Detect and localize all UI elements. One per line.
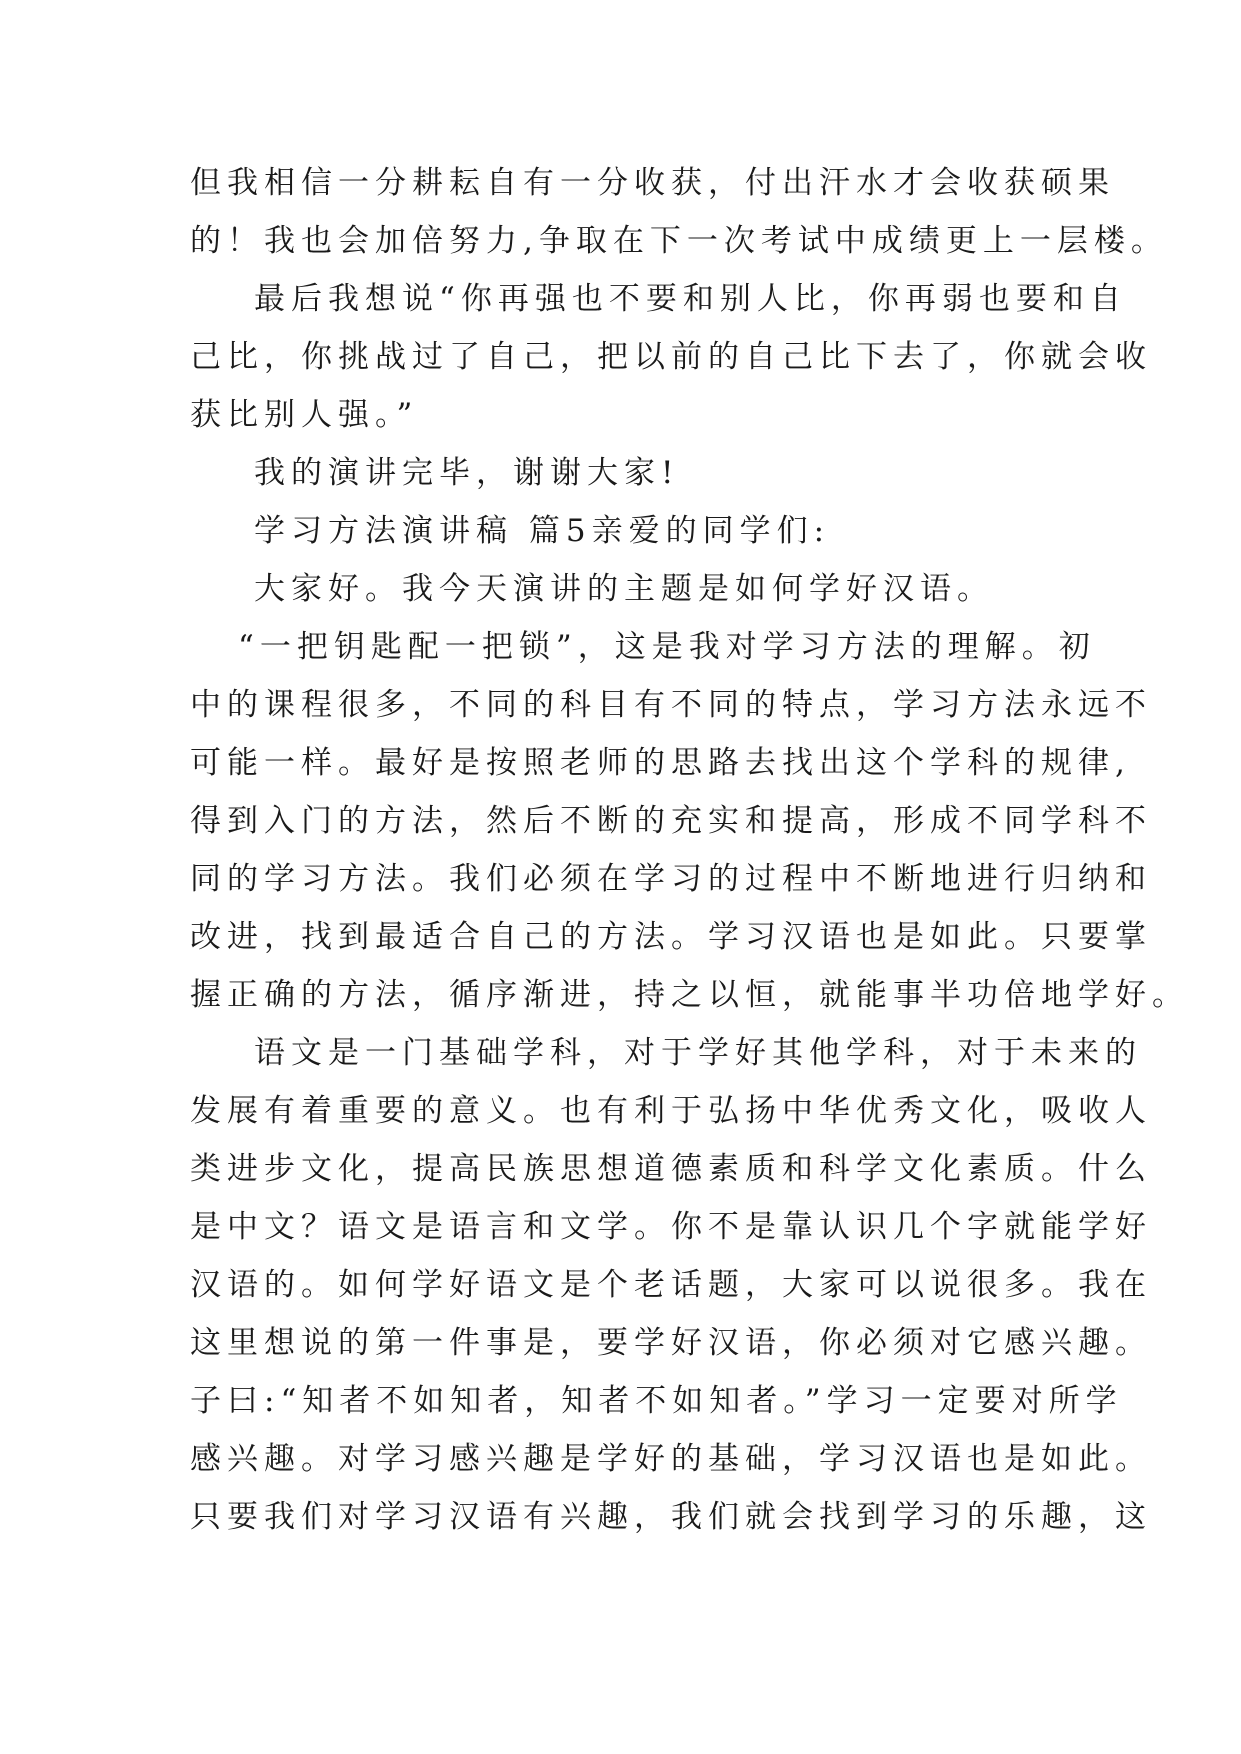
text-line-23: 感兴趣。对学习感兴趣是学好的基础，学习汉语也是如此。 — [190, 1441, 1152, 1477]
text-line-14: 改进，找到最适合自己的方法。学习汉语也是如此。只要掌 — [190, 919, 1152, 955]
text-line-4: 己比，你挑战过了自己，把以前的自己比下去了，你就会收 — [190, 339, 1152, 375]
text-line-22: 子曰:“知者不如知者，知者不如知者。”学习一定要对所学 — [190, 1383, 1123, 1419]
text-line-20: 汉语的。如何学好语文是个老话题，大家可以说很多。我在 — [190, 1267, 1152, 1303]
text-line-9: “一把钥匙配一把锁”，这是我对学习方法的理解。初 — [238, 629, 1096, 665]
text-line-21: 这里想说的第一件事是，要学好汉语，你必须对它感兴趣。 — [190, 1325, 1152, 1361]
text-line-16: 语文是一门基础学科，对于学好其他学科，对于未来的 — [254, 1035, 1142, 1071]
section-heading: 学习方法演讲稿 篇5亲爱的同学们: — [254, 513, 831, 549]
text-line-17: 发展有着重要的意义。也有利于弘扬中华优秀文化，吸收人 — [190, 1093, 1152, 1129]
text-line-19: 是中文？语文是语言和文学。你不是靠认识几个字就能学好 — [190, 1209, 1152, 1245]
text-line-12: 得到入门的方法，然后不断的充实和提高，形成不同学科不 — [190, 803, 1152, 839]
text-line-6: 我的演讲完毕，谢谢大家! — [254, 455, 680, 491]
text-line-3: 最后我想说“你再强也不要和别人比，你再弱也要和自 — [254, 281, 1127, 317]
text-line-18: 类进步文化，提高民族思想道德素质和科学文化素质。什么 — [190, 1151, 1152, 1187]
text-line-10: 中的课程很多，不同的科目有不同的特点，学习方法永远不 — [190, 687, 1152, 723]
text-line-15: 握正确的方法，循序渐进，持之以恒，就能事半功倍地学好。 — [190, 977, 1189, 1013]
text-line-13: 同的学习方法。我们必须在学习的过程中不断地进行归纳和 — [190, 861, 1152, 897]
text-line-5: 获比别人强。” — [190, 397, 419, 433]
text-line-11: 可能一样。最好是按照老师的思路去找出这个学科的规律, — [190, 745, 1131, 781]
text-line-24: 只要我们对学习汉语有兴趣，我们就会找到学习的乐趣，这 — [190, 1499, 1152, 1535]
text-line-2: 的！我也会加倍努力,争取在下一次考试中成绩更上一层楼。 — [190, 223, 1168, 259]
text-line-8: 大家好。我今天演讲的主题是如何学好汉语。 — [254, 571, 994, 607]
text-line-1: 但我相信一分耕耘自有一分收获，付出汗水才会收获硕果 — [190, 165, 1115, 201]
